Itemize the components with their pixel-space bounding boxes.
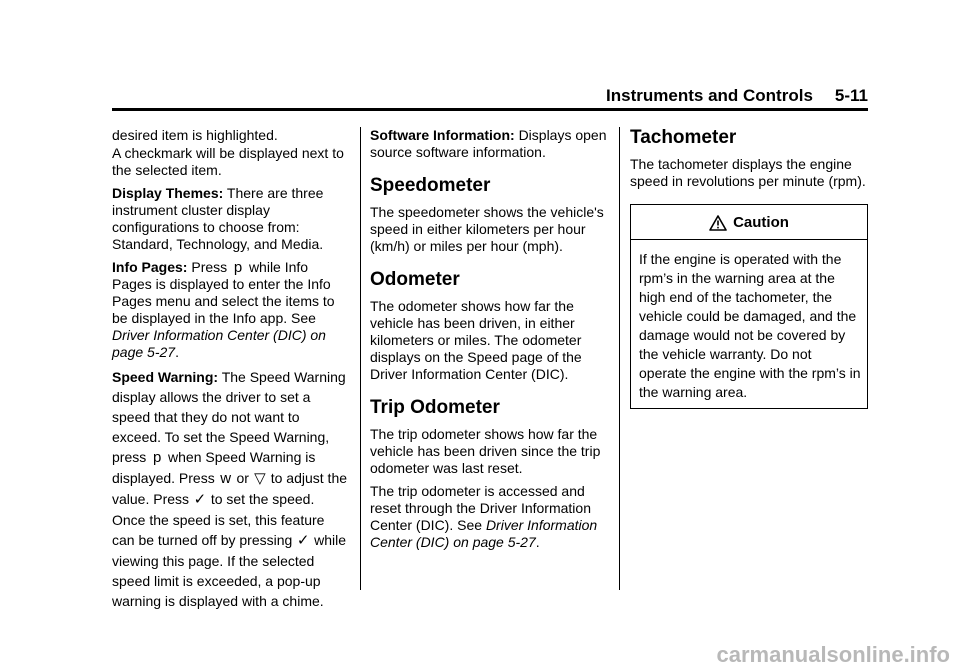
caution-header — [631, 205, 867, 240]
column-1 — [112, 127, 350, 617]
watermark: carmanualsonline.info — [716, 642, 950, 667]
select-button-icon: p — [152, 449, 162, 466]
trip-reference-paragraph — [370, 483, 608, 551]
info-pages-text: while Info Pages is displayed to enter the Info Pages menu and select the items to be displayed in the Info app. See — [112, 259, 335, 326]
speed-warning-text: The Speed Warning display allows the driver to set a speed that they do not want to exceed. To set the Speed Warning, press — [112, 369, 346, 465]
heading-odometer: Odometer — [370, 269, 460, 290]
dic-reference-link[interactable]: Driver Information Center (DIC) on page 5-27 — [370, 517, 598, 550]
speedometer-text: The speedometer shows the vehicle's speed in either kilometers per hour (km/h) or miles per hour (mph). — [370, 204, 604, 254]
column-divider-1 — [360, 127, 361, 590]
speed-warning-text: while viewing this page. If the selected speed limit is exceeded, a pop-up warning is displayed with a chime. — [112, 532, 346, 609]
display-themes-paragraph — [112, 185, 350, 253]
speed-warning-text: to set the speed. Once the speed is set, this feature can be turned off by pressing — [112, 491, 325, 548]
tachometer-text: The tachometer displays the engine speed in revolutions per minute (rpm). — [630, 156, 866, 189]
info-pages-paragraph — [112, 259, 350, 361]
trip-text: The trip odometer shows how far the vehicle has been driven since the trip odometer was last reset. — [370, 426, 601, 476]
caution-box — [630, 204, 868, 409]
warning-icon — [709, 215, 727, 231]
punctuation: . — [535, 534, 540, 550]
odometer-text: The odometer shows how far the vehicle has been driven, in either kilometers or miles. The odometer displays on the Speed page of the Driver Information Center (DIC). — [370, 298, 582, 382]
speed-warning-text: to adjust the value. Press — [112, 470, 348, 507]
speed-warning-text: or — [236, 470, 249, 486]
checkmark-icon: ✓ — [193, 491, 207, 508]
column-3 — [630, 127, 868, 409]
paragraph: A checkmark will be displayed next to the selected item. — [112, 145, 344, 178]
term-display-themes: Display Themes: — [112, 185, 224, 201]
speed-warning-paragraph — [112, 367, 350, 611]
punctuation: . — [175, 344, 179, 360]
page-number: 5-11 — [834, 86, 868, 105]
down-arrow-icon: ▽ — [254, 470, 266, 487]
select-button-icon: p — [233, 259, 243, 276]
term-info-pages: Info Pages: — [112, 259, 188, 275]
page-header — [112, 86, 868, 106]
column-divider-2 — [619, 127, 620, 590]
trip-text: The trip odometer is accessed and reset through the Driver Information Center (DIC). See — [370, 483, 591, 533]
dic-reference-link[interactable]: Driver Information Center (DIC) on page 5-27 — [112, 327, 326, 360]
heading-trip-odometer: Trip Odometer — [370, 397, 500, 418]
column-2 — [370, 127, 608, 557]
info-pages-text: Press — [191, 259, 228, 275]
speed-warning-text: when Speed Warning is displayed. Press — [112, 449, 316, 486]
software-paragraph — [370, 127, 608, 161]
up-arrow-icon: w — [220, 470, 232, 487]
term-software-info: Software Information: — [370, 127, 515, 143]
section-title: Instruments and Controls — [606, 86, 813, 105]
heading-speedometer: Speedometer — [370, 175, 491, 196]
heading-tachometer: Tachometer — [630, 127, 737, 148]
display-themes-text: There are three instrument cluster display configurations to choose from: Standard, Technology, and Media. — [112, 185, 324, 252]
checkmark-icon: ✓ — [296, 532, 310, 549]
paragraph: desired item is highlighted. — [112, 127, 278, 143]
caution-title: Caution — [733, 214, 789, 231]
software-text: Displays open source software information. — [370, 127, 607, 160]
header-rule — [112, 108, 868, 111]
caution-text: If the engine is operated with the rpm’s in the warning area at the high end of the tachometer, the vehicle could be damaged, and the damage would not be covered by the vehicle warranty. Do not operate the engine with the rpm’s in the warning area. — [639, 251, 861, 400]
term-speed-warning: Speed Warning: — [112, 369, 219, 385]
